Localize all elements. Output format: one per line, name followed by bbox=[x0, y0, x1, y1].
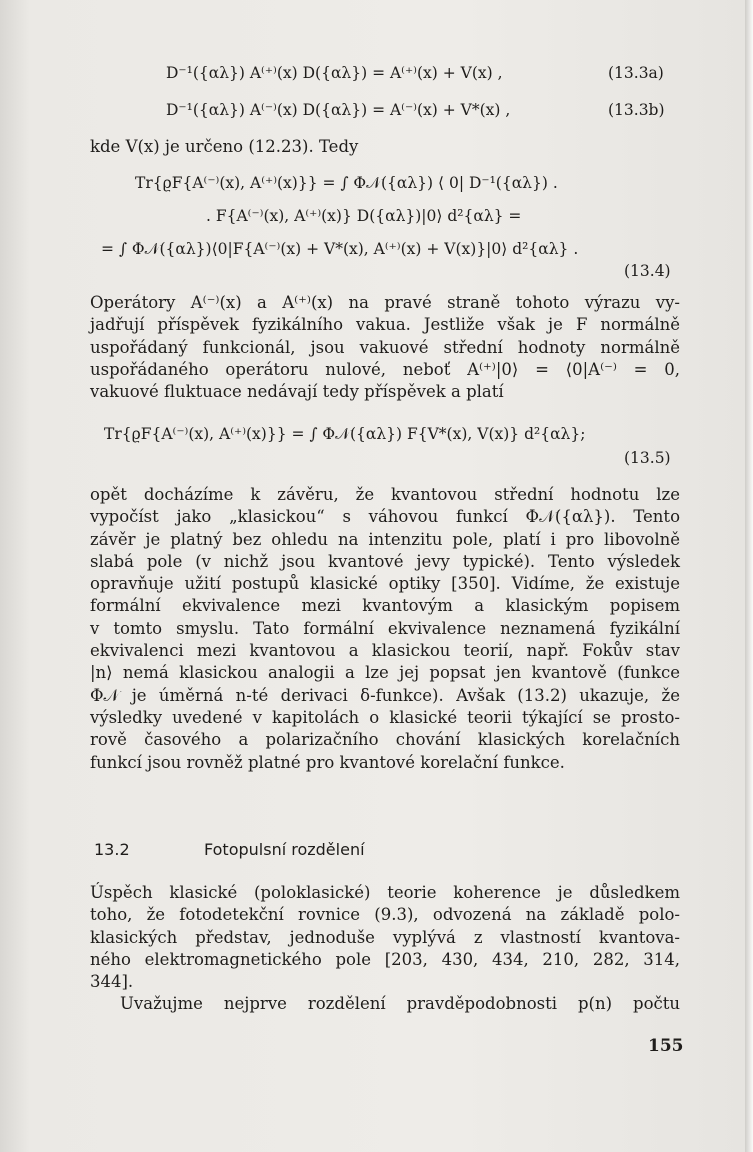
text-line: jadřují příspěvek fyzikálního vakua. Jestliže však je F normálně bbox=[90, 315, 680, 335]
text-line: Úspěch klasické (poloklasické) teorie koherence je důsledkem bbox=[90, 883, 680, 902]
equation-13-3b: D⁻¹({αλ}) A⁽⁻⁾(x) D({αλ}) = A⁽⁻⁾(x) + V*(x) , bbox=[166, 101, 511, 119]
equation-number-13-3b: (13.3b) bbox=[608, 101, 665, 119]
equation-number-13-3a: (13.3a) bbox=[608, 64, 664, 82]
text-line: |n⟩ nemá klasickou analogii a lze jej popsat jen kvantově (funkce bbox=[90, 663, 680, 683]
text-line: rově časového a polarizačního chování klasických korelačních bbox=[90, 730, 680, 750]
text-line: slabá pole (v nichž jsou kvantové jevy typické). Tento výsledek bbox=[90, 551, 680, 571]
text-line: v tomto smyslu. Tato formální ekvivalence neznamená fyzikální bbox=[90, 618, 680, 638]
text-line: Operátory A⁽⁻⁾(x) a A⁽⁺⁾(x) na pravé straně tohoto výrazu vy- bbox=[90, 293, 680, 312]
text-line: klasických představ, jednoduše vyplývá z vlastností kvantova- bbox=[90, 927, 680, 947]
equation-13-4-line-1: Tr{ϱF{A⁽⁻⁾(x), A⁽⁺⁾(x)}} = ∫ Φ𝒩({αλ}) ⟨ 0| D⁻¹({αλ}) . bbox=[135, 174, 558, 192]
text-line: výsledky uvedené v kapitolách o klasické teorii týkající se prosto- bbox=[90, 707, 680, 727]
text-line: Φ𝒩 je úměrná n-té derivaci δ-funkce). Avšak (13.2) ukazuje, že bbox=[90, 685, 680, 705]
section-number: 13.2 bbox=[94, 840, 130, 859]
paragraph-conclusion bbox=[90, 484, 680, 774]
text-line: ného elektromagnetického pole [203, 430, 434, 210, 282, 314, bbox=[90, 949, 680, 969]
text-line: opravňuje užití postupů klasické optiky [350]. Vidíme, že existuje bbox=[90, 574, 680, 594]
text-line: opět docházíme k závěru, že kvantovou střední hodnotu lze bbox=[90, 485, 680, 504]
text-line: vypočíst jako „klasickou“ s váhovou funkcí Φ𝒩({αλ}). Tento bbox=[90, 507, 680, 527]
text-line: závěr je platný bez ohledu na intenzitu pole, platí i pro libovolně bbox=[90, 529, 680, 549]
paragraph-photopulse bbox=[90, 882, 680, 1016]
text-line: ekvivalenci mezi kvantovou a klasickou teorií, např. Fokův stav bbox=[90, 641, 680, 661]
text-line: uspořádaný funkcionál, jsou vakuové střední hodnoty normálně bbox=[90, 337, 680, 357]
text-line: Uvažujme nejprve rozdělení pravděpodobnosti p(n) počtu bbox=[120, 994, 680, 1014]
text-line: toho, že fotodetekční rovnice (9.3), odvozená na základě polo- bbox=[90, 905, 680, 925]
equation-number-13-4: (13.4) bbox=[624, 262, 671, 280]
text-line: uspořádaného operátoru nulové, neboť A⁽⁺⁾|0⟩ = ⟨0|A⁽⁻⁾ = 0, bbox=[90, 359, 680, 379]
text-line: funkcí jsou rovněž platné pro kvantové korelační funkce. bbox=[90, 752, 565, 772]
equation-13-4-line-2: . F{A⁽⁻⁾(x), A⁽⁺⁾(x)} D({αλ})|0⟩ d²{αλ} = bbox=[206, 207, 522, 225]
section-title: Fotopulsní rozdělení bbox=[204, 840, 365, 859]
paragraph-operators bbox=[90, 292, 680, 403]
equation-13-5: Tr{ϱF{A⁽⁻⁾(x), A⁽⁺⁾(x)}} = ∫ Φ𝒩({αλ}) F{V*(x), V(x)} d²{αλ}; bbox=[104, 425, 586, 443]
text-line: vakuové fluktuace nedávají tedy příspěvek a platí bbox=[90, 382, 504, 402]
text-line: formální ekvivalence mezi kvantovým a klasickým popisem bbox=[90, 596, 680, 616]
equation-13-4-line-3: = ∫ Φ𝒩({αλ})⟨0|F{A⁽⁻⁾(x) + V*(x), A⁽⁺⁾(x) + V(x)}|0⟩ d²{αλ} . bbox=[101, 240, 579, 258]
intro-line-kde: kde V(x) je určeno (12.23). Tedy bbox=[90, 137, 359, 156]
equation-number-13-5: (13.5) bbox=[624, 449, 671, 467]
page-number: 155 bbox=[648, 1036, 684, 1056]
text-line: 344]. bbox=[90, 972, 134, 992]
page-binding-edge bbox=[745, 0, 753, 1152]
equation-13-3a: D⁻¹({αλ}) A⁽⁺⁾(x) D({αλ}) = A⁽⁺⁾(x) + V(x) , bbox=[166, 64, 503, 82]
